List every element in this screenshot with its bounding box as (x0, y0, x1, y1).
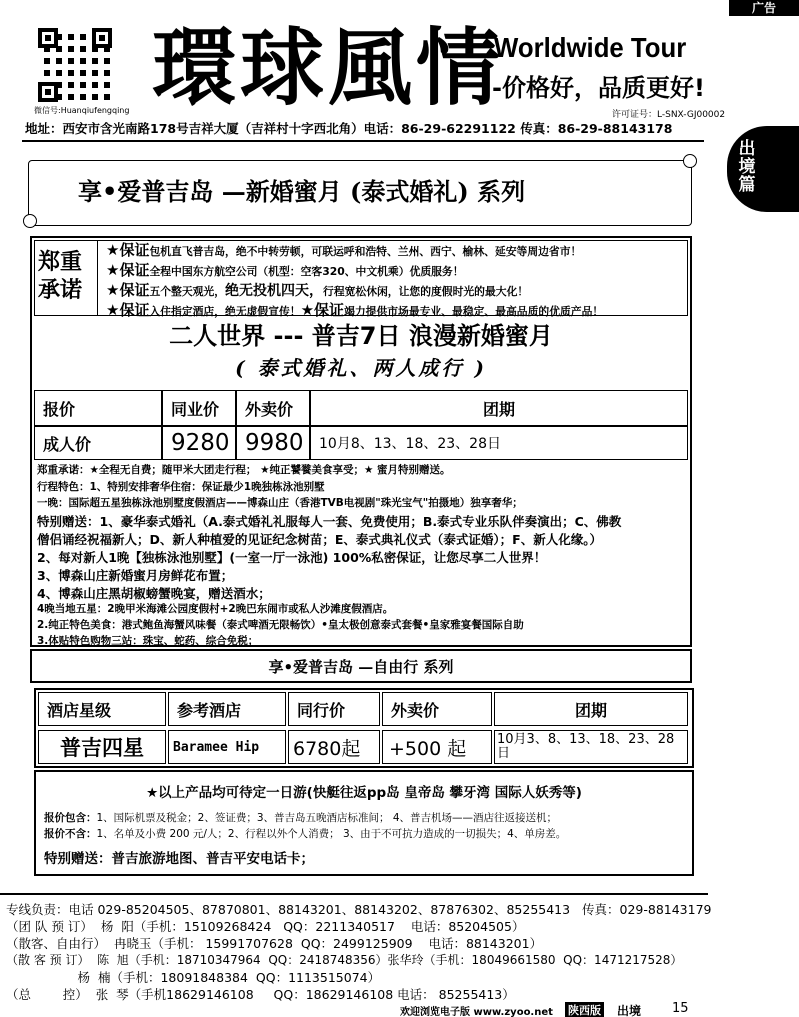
header-dates: 团期 (494, 692, 688, 726)
contact-line: （散客、自由行） 冉晓玉（手机： 15991707628 QQ：2499125909 电话：88143201） (6, 936, 543, 951)
header-hotel-star: 酒店星级 (38, 692, 166, 726)
promise-label: 郑重 承诺 (38, 249, 83, 303)
freetour-title: 享•爱普吉岛 —自由行 系列 (268, 658, 454, 676)
contact-line: （总 控） 张 琴（手机18629146108 QQ：18629146108 电话： 85255413） (6, 987, 515, 1002)
detail-line: 行程特色：1、特别安排奢华住宿：保证最少1晚独栋泳池别墅 (37, 481, 325, 493)
retail-price-value: +500 起 (382, 730, 492, 764)
contact-line: （散 客 预 订） 陈 旭（手机：18710347964 QQ：2418748356）张华玲（手机：18049661580 QQ：1471217528） (6, 953, 683, 967)
scroll-curl (683, 154, 697, 168)
brand-english: Worldwide Tour (494, 32, 687, 63)
scroll-curl (23, 214, 37, 228)
detail-line: 特别赠送：1、豪华泰式婚礼（A.泰式婚礼礼服每人一套、免费使用；B.泰式专业乐队伴奏演出；C、佛教 (37, 514, 622, 529)
peer-price-value: 6780起 (288, 730, 380, 764)
detail-line: 4晚当地五星：2晚甲米海滩公园度假村+2晚巴东闹市或私人沙滩度假酒店。 (37, 603, 394, 615)
detail-line: 3、博森山庄新婚蜜月房鲜花布置； (37, 568, 234, 583)
hotel-name: Baramee Hip (168, 730, 286, 764)
license-number: 许可证号：L-SNX-GJ00002 (612, 110, 726, 120)
edition-badge: 陕西版 (565, 1002, 604, 1017)
row-label-adult: 成人价 (34, 426, 162, 460)
detail-line: 一晚：国际超五星独栋泳池别墅度假酒店——博森山庄（香港TVB电视剧"珠光宝气"拍摄地）独享奢华； (37, 497, 523, 509)
contact-line: 杨 楠（手机：18091848384 QQ：1113515074） (6, 970, 381, 985)
product-title: 二人世界 --- 普吉7日 浪漫新婚蜜月 (169, 322, 553, 350)
divider (22, 140, 704, 142)
divider (0, 893, 708, 895)
departure-dates: 10月3、8、13、18、23、28日 (494, 730, 688, 764)
contact-line: 专线负责：电话 029-85204505、87870801、88143201、88143202、87876302、85255413 传真：029-88143179 (6, 902, 712, 917)
header-peer-price: 同业价 (162, 390, 236, 426)
page-number: 15 (672, 1001, 689, 1016)
price-includes: 报价包含：1、国际机票及税金；2、签证费；3、普吉岛五晚酒店标准间； 4、普吉机场——酒店往返接送机； (44, 812, 558, 824)
qr-code (38, 28, 112, 102)
slogan: -价格好，品质更好! (492, 74, 705, 102)
peer-price-value: 9280 (162, 426, 236, 460)
special-gift: 特别赠送：普吉旅游地图、普吉平安电话卡； (44, 851, 314, 867)
header-peer-price: 同行价 (288, 692, 380, 726)
retail-price-value: 9980 (236, 426, 310, 460)
price-excludes: 报价不含：1、名单及小费 200 元/人；2、行程以外个人消费； 3、由于不可抗力造成的一切损失；4、单房差。 (44, 828, 567, 840)
header-retail-price: 外卖价 (236, 390, 310, 426)
promise-item: ★保证全程中国东方航空公司（机型：空客320、中文机乘）优质服务！ (106, 261, 464, 279)
contact-line: （团 队 预 订） 杨 阳（手机：15109268424 QQ：2211340517 电话：85204505） (6, 919, 525, 934)
qr-caption: 微信号:Huanqiufengqing (34, 106, 130, 115)
header-dates: 团期 (310, 390, 688, 426)
series-title: 享•爱普吉岛 —新婚蜜月 (泰式婚礼) 系列 (78, 177, 526, 206)
header-ref-hotel: 参考酒店 (168, 692, 286, 726)
detail-line: 2.纯正特色美食：港式鲍鱼海蟹风味餐（泰式啤酒无限畅饮）•皇太极创意泰式套餐•皇家雅宴餐国际自助 (37, 619, 524, 631)
address-line: 地址：西安市含光南路178号吉祥大厦（吉祥村十字西北角）电话：86-29-62291122 传真：86-29-88143178 (25, 121, 673, 136)
ad-tag: 广告 (729, 0, 799, 16)
header-price: 报价 (34, 390, 162, 426)
promise-item: ★保证入住指定酒店，绝无虚假宣传！★保证竭力提供市场最专业、最稳定、最高品质的优质产品！ (106, 301, 604, 319)
section-tab: 出境篇 (727, 126, 799, 212)
footer-section: 出境 (617, 1004, 642, 1017)
website-link[interactable]: 欢迎浏览电子版 www.zyoo.net (400, 1007, 553, 1017)
brand-name: 環球風情 (152, 18, 505, 117)
hotel-star-value: 普吉四星 (38, 730, 166, 764)
promise-item: ★保证包机直飞普吉岛，绝不中转劳顿，可联运呼和浩特、兰州、西宁、榆林、延安等周边省市！ (106, 241, 582, 259)
departure-dates: 10月8、13、18、23、28日 (310, 426, 688, 460)
detail-line: 2、每对新人1晚【独栋泳池别墅】(一室一厅一泳池) 100%私密保证，让您尽享二人世界！ (37, 550, 547, 565)
detail-line: 4、博森山庄黑胡椒螃蟹晚宴，赠送酒水； (37, 586, 271, 601)
detail-line: 郑重承诺：★全程无自费；随甲米大团走行程； ★纯正饕餮美食享受；★ 蜜月特别赠送。 (37, 464, 451, 476)
promise-item: ★保证五个整天观光，绝无投机四天，行程宽松休闲，让您的度假时光的最大化！ (106, 281, 529, 299)
product-subtitle: ( 泰式婚礼、两人成行 ) (235, 356, 487, 380)
detail-line: 3.体贴特色购物三站：珠宝、蛇药、综合免税； (37, 635, 259, 647)
detail-line: 僧侣诵经祝福新人；D、新人种植爱的见证纪念树苗；E、泰式典礼仪式（泰式证婚）；F、新人化缘。） (37, 532, 602, 547)
header-retail-price: 外卖价 (382, 692, 492, 726)
notes-headline: ★以上产品均可待定一日游(快艇往返pp岛 皇帝岛 攀牙湾 国际人妖秀等) (146, 785, 582, 801)
promise-list (106, 241, 603, 321)
